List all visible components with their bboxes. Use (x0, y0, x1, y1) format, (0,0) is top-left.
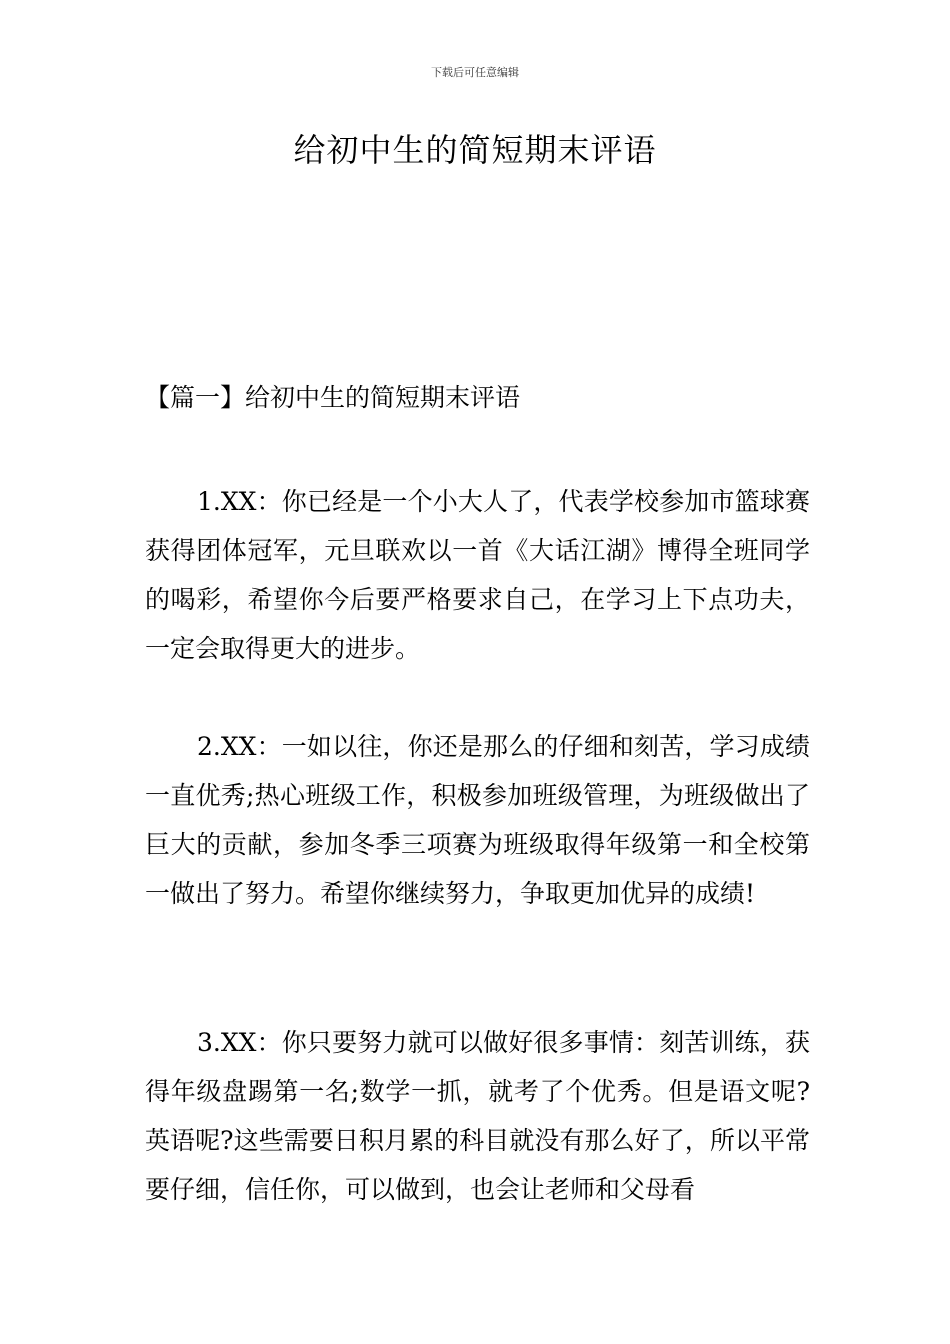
comment-paragraph-2: 2.XX：一如以往，你还是那么的仔细和刻苦，学习成绩一直优秀;热心班级工作，积极参加班级管理，为班级做出了巨大的贡献，参加冬季三项赛为班级取得年级第一和全校第一做出了努力。希望你继续努力，争取更加优异的成绩! (145, 732, 810, 908)
comment-paragraph-3: 3.XX：你只要努力就可以做好很多事情：刻苦训练，获得年级盘踢第一名;数学一抓，就考了个优秀。但是语文呢?英语呢?这些需要日积月累的科目就没有那么好了，所以平常要仔细，信任你，可以做到，也会让老师和父母看 (145, 1028, 810, 1204)
document-title: 给初中生的简短期末评语 (293, 131, 657, 169)
comment-paragraph-1: 1.XX：你已经是一个小大人了，代表学校参加市篮球赛获得团体冠军，元旦联欢以一首《大话江湖》博得全班同学的喝彩，希望你今后要严格要求自己，在学习上下点功夫，一定会取得更大的进步。 (145, 487, 810, 663)
header-note: 下载后可任意编辑 (431, 66, 519, 79)
section-heading: 【篇一】给初中生的简短期末评语 (145, 383, 521, 412)
